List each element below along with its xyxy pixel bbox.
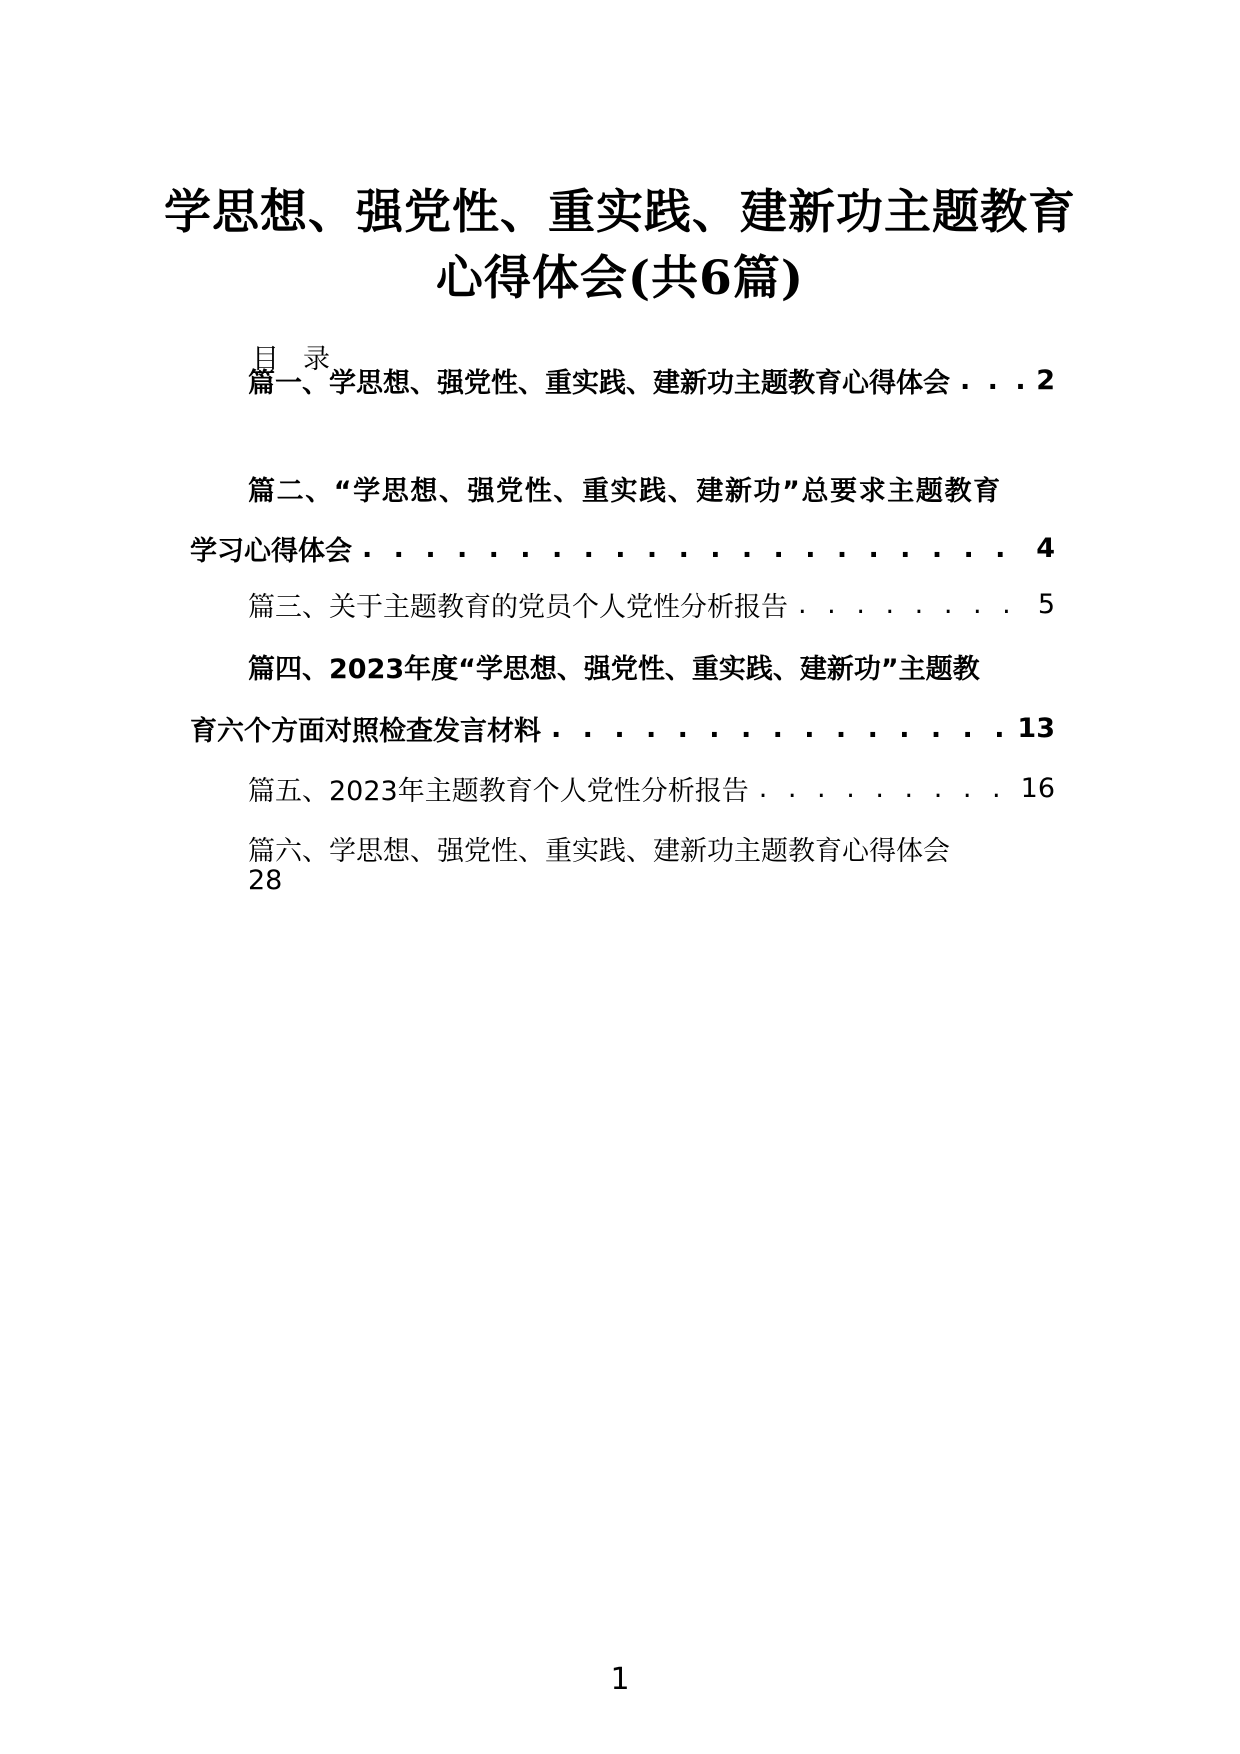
toc-entry-6-text: 篇六、学思想、强党性、重实践、建新功主题教育心得体会 — [248, 835, 950, 867]
toc-entry-3-page: 5 — [1037, 588, 1055, 620]
toc-leader-dots — [551, 713, 1009, 744]
toc-entry-2-text-line-1: 篇二、“学思想、强党性、重实践、建新功”总要求主题教育 — [248, 475, 1002, 507]
document-title — [150, 180, 1090, 312]
toc-entry-1-text: 篇一、学思想、强党性、重实践、建新功主题教育心得体会 — [248, 367, 950, 399]
title-line-2: 心得体会(共6篇) — [435, 251, 805, 306]
toc-entry-4-line-1[interactable] — [248, 646, 1055, 686]
toc-leader-dots — [759, 773, 1013, 804]
toc-entry-5-page: 16 — [1020, 772, 1055, 804]
toc-entry-3[interactable] — [248, 584, 1055, 624]
toc-entry-4-page: 13 — [1017, 712, 1055, 744]
toc-entry-2-line-1[interactable] — [248, 468, 1055, 508]
toc-entry-4-text-line-2: 育六个方面对照检查发言材料 — [190, 715, 541, 747]
toc-entry-2-text-line-2: 学习心得体会 — [190, 535, 352, 567]
toc-entry-4-text-line-1: 篇四、2023年度“学思想、强党性、重实践、建新功”主题教 — [248, 653, 980, 685]
toc-entry-4-line-2[interactable] — [190, 708, 1055, 748]
toc-entry-3-text: 篇三、关于主题教育的党员个人党性分析报告 — [248, 591, 788, 623]
toc-entry-1-page: 2 — [1036, 364, 1055, 396]
toc-entry-5-text: 篇五、2023年主题教育个人党性分析报告 — [248, 775, 749, 807]
toc-leader-dots — [960, 365, 1028, 396]
toc-entry-6-page-line — [248, 860, 1055, 900]
toc-heading: 目录 — [252, 344, 354, 375]
page-number: 1 — [610, 1662, 630, 1697]
toc-leader-dots — [798, 589, 1030, 620]
toc-leader-dots — [362, 533, 1028, 564]
toc-entry-6-page: 28 — [248, 864, 283, 896]
toc-entry-2-page: 4 — [1036, 532, 1055, 564]
toc-entry-5[interactable] — [248, 768, 1055, 808]
toc-entry-1[interactable] — [190, 360, 1055, 400]
toc-entry-2-line-2[interactable] — [190, 528, 1055, 568]
title-line-1: 学思想、强党性、重实践、建新功主题教育 — [164, 185, 1076, 240]
